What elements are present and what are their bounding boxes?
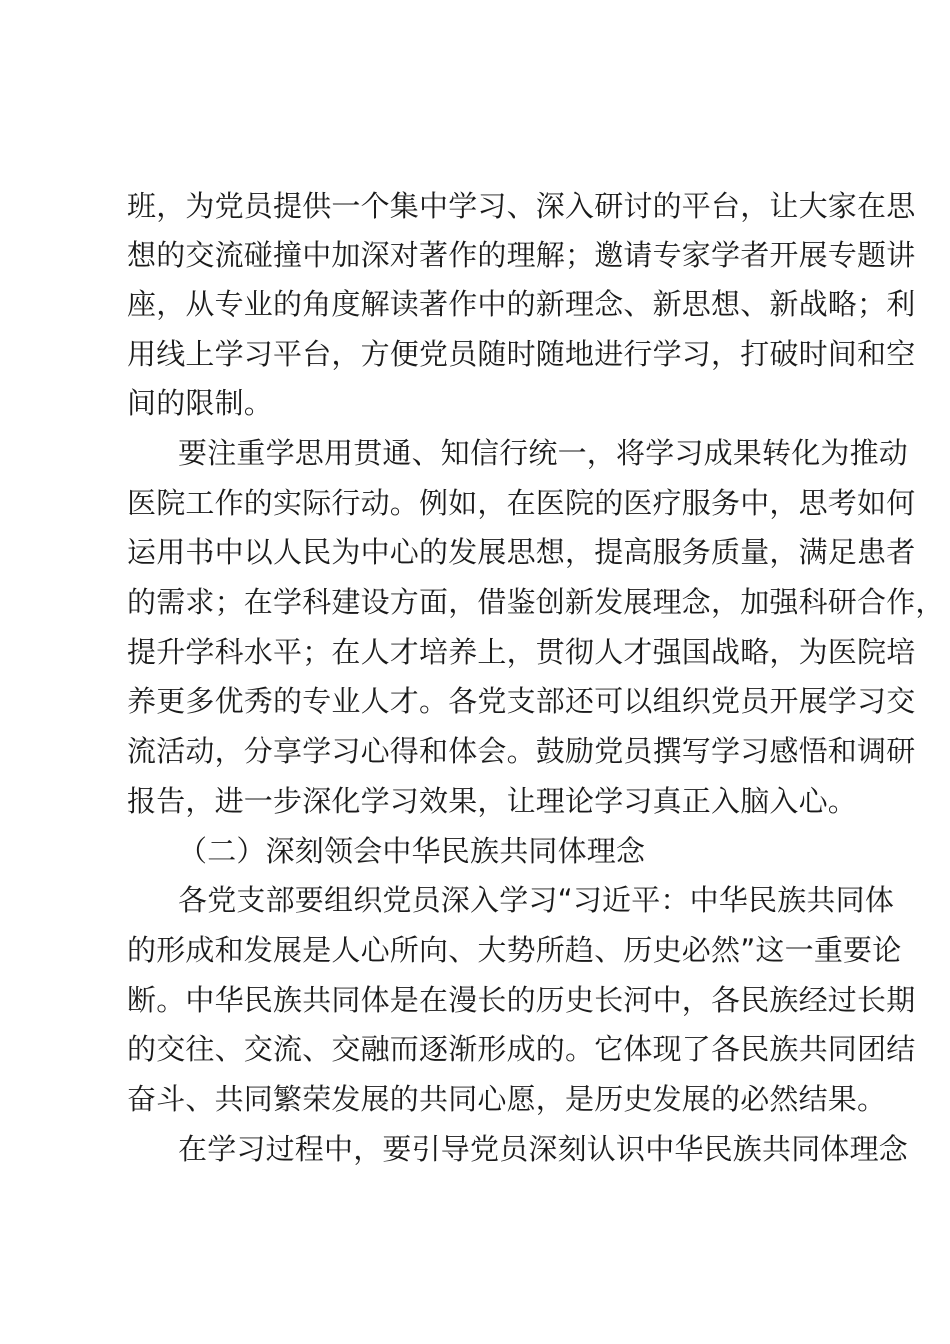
paragraph-line: 想的交流碰撞中加深对著作的理解；邀请专家学者开展专题讲: [127, 238, 916, 272]
paragraph-line: 流活动，分享学习心得和体会。鼓励党员撰写学习感悟和调研: [127, 734, 916, 768]
paragraph-line: 要注重学思用贯通、知信行统一，将学习成果转化为推动: [178, 436, 909, 470]
paragraph-line: 班，为党员提供一个集中学习、深入研讨的平台，让大家在思: [127, 189, 916, 223]
paragraph-line: 的需求；在学科建设方面，借鉴创新发展理念，加强科研合作，: [127, 585, 945, 619]
paragraph-line: 的交往、交流、交融而逐渐形成的。它体现了各民族共同团结: [127, 1032, 916, 1066]
paragraph-line: 医院工作的实际行动。例如，在医院的医疗服务中，思考如何: [127, 486, 916, 520]
paragraph-line: 在学习过程中，要引导党员深刻认识中华民族共同体理念: [178, 1132, 909, 1166]
paragraph-line: 提升学科水平；在人才培养上，贯彻人才强国战略，为医院培: [127, 635, 916, 669]
paragraph-line: 的形成和发展是人心所向、大势所趋、历史必然”这一重要论: [127, 933, 902, 967]
paragraph-line: 用线上学习平台，方便党员随时随地进行学习，打破时间和空: [127, 337, 916, 371]
paragraph-line: 各党支部要组织党员深入学习“习近平：中华民族共同体: [178, 883, 895, 917]
section-heading: （二）深刻领会中华民族共同体理念: [178, 834, 646, 868]
paragraph-line: 运用书中以人民为中心的发展思想，提高服务质量，满足患者: [127, 535, 916, 569]
paragraph-line: 奋斗、共同繁荣发展的共同心愿，是历史发展的必然结果。: [127, 1082, 887, 1116]
paragraph-line: 养更多优秀的专业人才。各党支部还可以组织党员开展学习交: [127, 684, 916, 718]
paragraph-line: 座，从专业的角度解读著作中的新理念、新思想、新战略；利: [127, 287, 916, 321]
paragraph-line: 间的限制。: [127, 386, 274, 420]
paragraph-line: 断。中华民族共同体是在漫长的历史长河中，各民族经过长期: [127, 983, 916, 1017]
paragraph-line: 报告，进一步深化学习效果，让理论学习真正入脑入心。: [127, 784, 858, 818]
